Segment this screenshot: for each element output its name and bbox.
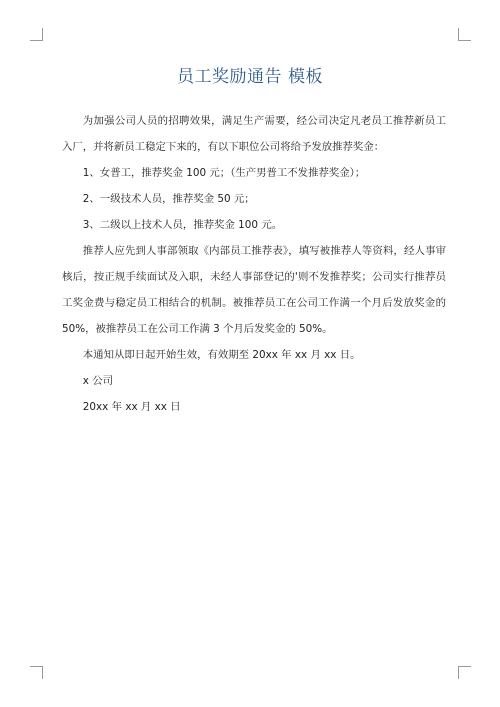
company-signature: x 公司 bbox=[82, 375, 114, 387]
reward-item-3: 3、二级以上技术人员，推荐奖金 100 元。 bbox=[82, 219, 283, 231]
page-corner-mark-bottom-left bbox=[30, 666, 43, 679]
intro-paragraph: 为加强公司人员的招聘效果，满足生产需要，经公司决定凡老员工推荐新员工入厂，并将新员工稳定下来的，有以下职位公司将给予发放推荐奖金： bbox=[62, 115, 446, 153]
signature-date: 20xx 年 xx 月 xx 日 bbox=[82, 401, 181, 413]
page-corner-mark-top-right bbox=[458, 28, 471, 41]
reward-item-2: 2、一级技术人员，推荐奖金 50 元； bbox=[82, 193, 255, 205]
reward-item-1: 1、女普工，推荐奖金 100 元；（生产男普工不发推荐奖金）； bbox=[82, 167, 366, 179]
document-title: 员工奖励通告 模板 bbox=[177, 67, 323, 87]
document-body bbox=[62, 108, 446, 420]
validity-paragraph: 本通知从即日起开始生效，有效期至 20xx 年 xx 月 xx 日。 bbox=[82, 349, 361, 361]
page-corner-mark-top-left bbox=[30, 28, 43, 41]
procedure-paragraph: 推荐人应先到人事部领取《内部员工推荐表》，填写被推荐人等资料，经人事审核后，按正规手续面试及入职，未经人事部登记的'则不发推荐奖；公司实行推荐员工奖金费与稳定员工相结合的机制。被推荐员工在公司工作满一个月后发放奖金的 50%，被推荐员工在公司工作满 3 个月后发奖金的 50%。 bbox=[62, 245, 446, 335]
page-corner-mark-bottom-right bbox=[458, 666, 471, 679]
